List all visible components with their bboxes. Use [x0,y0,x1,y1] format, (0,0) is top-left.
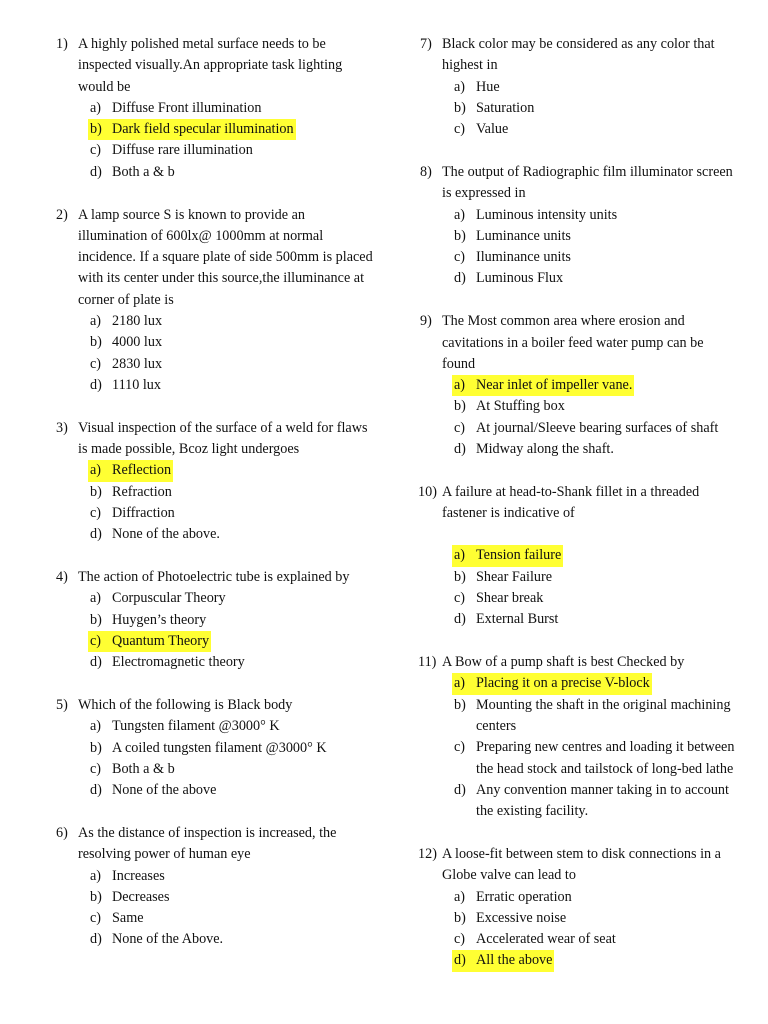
option-text: External Burst [476,611,559,628]
option-label: c) [90,910,102,927]
option-text: Hue [476,78,500,95]
option-a [78,866,376,887]
option-a [442,77,740,98]
option-c [78,354,376,375]
question-text: A loose-fit between stem to disk connections in a Globe valve can lead to [442,846,721,884]
option-b [78,482,376,503]
option-label: c) [90,760,102,777]
option-text: Both a & b [112,760,175,777]
option-list [442,205,740,290]
option-label: d) [454,781,466,798]
option-label: b) [454,696,466,713]
question-6 [56,823,376,951]
option-c [442,247,740,268]
question-number: 5) [56,697,68,714]
question-text: A lamp source S is known to provide an illumination of 600lx@ 1000mm at normal incidence. If a square plate of side 500mm is placed with its center under this source,the illuminance at corner of plate is [78,206,373,308]
option-a-highlighted [452,673,652,694]
option-text: Erratic operation [476,888,572,905]
question-number: 4) [56,569,68,586]
option-c [78,140,376,161]
option-label: c) [90,632,102,649]
option-label: d) [90,163,102,180]
option-a [78,588,376,609]
question-text: A Bow of a pump shaft is best Checked by [442,654,685,671]
option-b [78,738,376,759]
option-text: 1110 lux [112,376,161,393]
option-text: None of the above [112,782,217,799]
question-7 [420,34,740,140]
option-label: b) [454,568,466,585]
option-d [78,524,376,545]
option-label: d) [90,526,102,543]
option-list [78,866,376,951]
option-label: a) [454,78,466,95]
option-text: Accelerated wear of seat [476,931,616,948]
question-number: 8) [420,163,432,180]
option-text: Saturation [476,99,535,116]
option-label: d) [90,654,102,671]
option-d [78,780,376,801]
option-label: a) [454,377,466,394]
option-text: Any convention manner taking in to account the existing facility. [476,781,729,820]
option-a [78,311,376,332]
option-text: 2180 lux [112,313,163,330]
question-text: Visual inspection of the surface of a weld for flaws is made possible, Bcoz light undergoes [78,419,368,458]
option-text: Value [476,121,509,138]
option-text: Diffuse Front illumination [112,99,262,116]
option-label: c) [454,739,466,756]
option-label: a) [90,313,102,330]
question-number: 11) [418,654,437,671]
option-label: d) [454,270,466,287]
question-number: 3) [56,419,68,436]
option-d-highlighted [452,950,554,971]
option-label: a) [454,206,466,223]
question-text: A failure at head-to-Shank fillet in a threaded fastener is indicative of [442,483,700,522]
option-b [78,610,376,631]
question-2 [56,205,376,397]
option-text: A coiled tungsten filament @3000° K [112,739,327,756]
option-c [78,503,376,524]
option-text: Luminance units [476,227,571,244]
question-number: 10) [418,483,437,500]
option-text: Both a & b [112,163,175,180]
option-label: c) [454,590,466,607]
question-text: The output of Radiographic film illuminator screen is expressed in [442,163,733,202]
option-label: d) [454,611,466,628]
option-label: a) [90,867,102,884]
option-label: b) [454,398,466,415]
option-text: Preparing new centres and loading it between the head stock and tailstock of long-bed lathe [476,739,735,777]
option-label: c) [90,504,102,521]
option-label: a) [90,590,102,607]
option-text: All the above [476,952,553,969]
question-number: 6) [56,825,68,841]
question-11 [420,652,740,822]
option-b [78,887,376,908]
option-label: c) [90,142,102,159]
option-c [78,908,376,929]
option-d [78,162,376,183]
option-d [442,609,740,630]
option-c [442,588,740,609]
option-list [442,887,740,972]
option-label: b) [454,909,466,926]
spacer [442,524,740,545]
right-column [420,34,740,993]
option-label: a) [90,99,102,116]
option-text: Luminous intensity units [476,206,618,223]
option-a [442,205,740,226]
option-label: b) [90,611,102,628]
option-text: 4000 lux [112,334,163,351]
option-list [442,77,740,141]
option-label: a) [454,675,466,692]
option-c [442,119,740,140]
option-a-highlighted [88,460,173,481]
option-c [442,737,740,780]
option-text: Tungsten filament @3000° K [112,718,280,735]
option-a [442,887,740,908]
question-number: 7) [420,36,432,52]
option-text: 2830 lux [112,355,163,372]
option-label: a) [454,888,466,905]
question-text: Black color may be considered as any color that highest in [442,36,715,74]
option-text: Near inlet of impeller vane. [476,377,633,394]
option-text: At journal/Sleeve bearing surfaces of shaft [476,419,719,436]
option-b [442,396,740,417]
option-list [78,98,376,183]
question-1 [56,34,376,183]
option-text: Shear break [476,590,544,607]
option-d [78,375,376,396]
option-b [442,226,740,247]
option-d [442,268,740,289]
option-a-highlighted [452,375,634,396]
option-label: c) [90,355,102,372]
option-a-highlighted [452,545,563,566]
option-text: Diffraction [112,504,175,521]
option-label: d) [90,376,102,393]
option-text: None of the Above. [112,931,224,948]
option-list [78,311,376,396]
option-b [442,908,740,929]
option-text: Excessive noise [476,909,567,926]
question-12 [420,844,740,972]
question-number: 12) [418,846,437,862]
option-label: c) [454,249,466,266]
option-label: b) [90,334,102,351]
question-5 [56,695,376,801]
option-label: c) [454,931,466,948]
question-8 [420,162,740,290]
option-d [442,780,740,823]
option-list [78,460,376,545]
question-4 [56,567,376,673]
option-text: Increases [112,867,165,884]
option-d [78,652,376,673]
option-label: b) [90,739,102,756]
question-text: The action of Photoelectric tube is explained by [78,569,350,586]
option-b [442,567,740,588]
option-text: Same [112,910,144,927]
option-list [442,375,740,460]
option-b [442,98,740,119]
question-number: 2) [56,206,68,223]
option-label: a) [90,462,102,479]
option-c [78,759,376,780]
question-number: 1) [56,36,68,52]
option-list [78,588,376,673]
option-label: a) [90,718,102,735]
option-a [78,98,376,119]
option-text: Corpuscular Theory [112,590,226,607]
option-label: c) [454,121,466,138]
question-text: Which of the following is Black body [78,697,293,714]
option-label: b) [90,483,102,500]
question-3 [56,418,376,546]
option-label: d) [90,782,102,799]
option-label: b) [454,99,466,116]
option-text: Tension failure [476,547,562,564]
option-list [442,673,740,822]
option-b-highlighted [88,119,296,140]
option-label: d) [454,952,466,969]
option-c-highlighted [88,631,211,652]
option-d [78,929,376,950]
option-b [78,332,376,353]
option-d [442,439,740,460]
option-text: Decreases [112,888,170,905]
option-text: Reflection [112,462,172,479]
question-text: As the distance of inspection is increased, the resolving power of human eye [78,825,337,863]
option-a [78,716,376,737]
option-text: Midway along the shaft. [476,441,614,458]
question-10 [420,482,740,631]
option-list [442,545,740,630]
option-label: a) [454,547,466,564]
option-label: b) [90,888,102,905]
option-c [442,929,740,950]
option-text: Placing it on a precise V-block [476,675,650,692]
option-text: Quantum Theory [112,632,210,649]
option-label: d) [454,441,466,458]
option-text: Iluminance units [476,249,571,266]
question-9 [420,311,740,460]
option-text: Electromagnetic theory [112,654,245,671]
option-list [78,716,376,801]
option-text: None of the above. [112,526,220,543]
option-label: b) [454,227,466,244]
option-label: b) [90,121,102,138]
question-text: A highly polished metal surface needs to be inspected visually.An appropriate task lighting would be [78,36,343,95]
option-text: Luminous Flux [476,270,564,287]
option-text: At Stuffing box [476,398,565,415]
left-column [56,34,376,972]
option-label: d) [90,931,102,948]
option-label: c) [454,419,466,436]
option-text: Shear Failure [476,568,553,585]
question-text: The Most common area where erosion and cavitations in a boiler feed water pump can be found [442,313,704,372]
option-text: Diffuse rare illumination [112,142,253,159]
option-text: Mounting the shaft in the original machining centers [476,696,731,735]
option-b [442,695,740,738]
option-text: Dark field specular illumination [112,121,294,138]
option-text: Refraction [112,483,172,500]
option-text: Huygen’s theory [112,611,207,628]
option-c [442,418,740,439]
question-number: 9) [420,313,432,330]
